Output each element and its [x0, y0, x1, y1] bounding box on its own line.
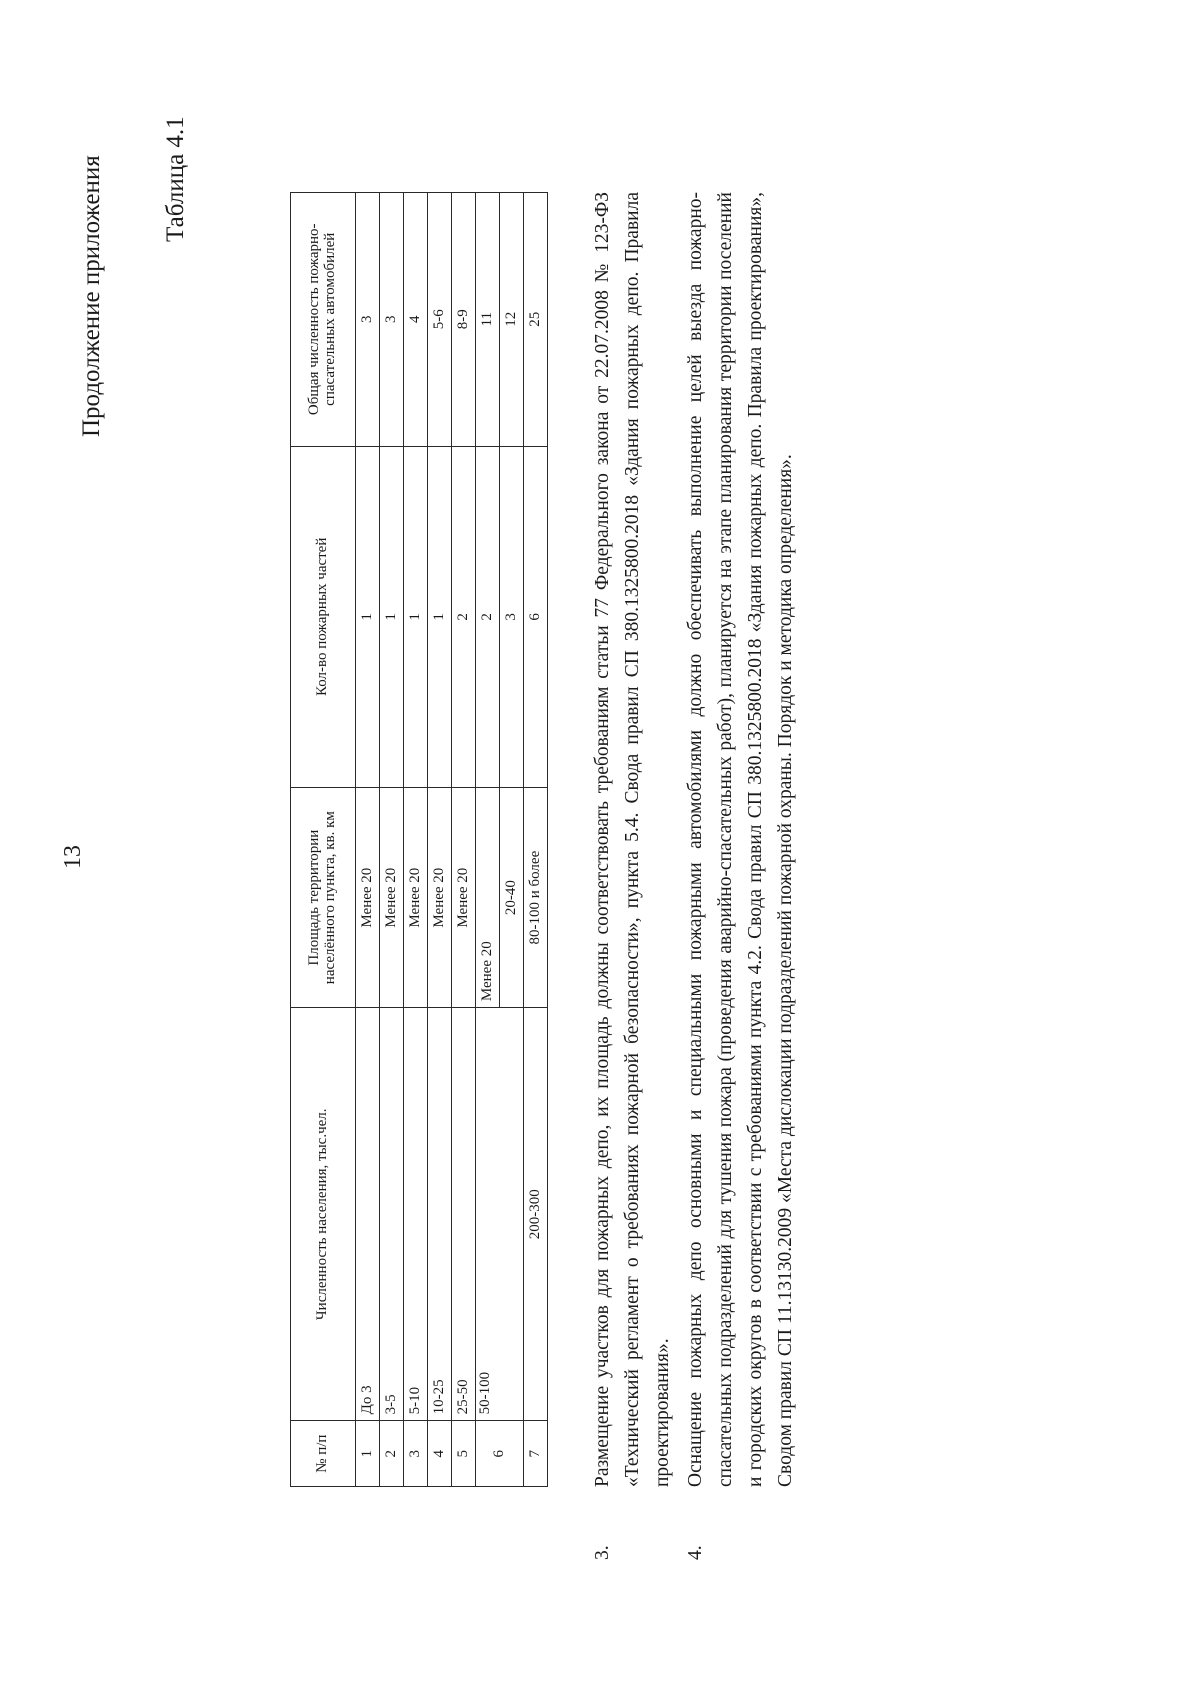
cell-vehicles: 3	[356, 193, 380, 447]
cell-num: 7	[524, 1421, 548, 1487]
cell-fire-units: 6	[524, 446, 548, 788]
cell-vehicles: 25	[524, 193, 548, 447]
cell-population: До 3	[356, 1008, 380, 1421]
header-num: № п/п	[291, 1421, 356, 1487]
cell-vehicles: 12	[500, 193, 524, 447]
cell-fire-units: 1	[428, 446, 452, 788]
page-number: 13	[60, 845, 86, 869]
cell-area: Менее 20	[452, 788, 476, 1008]
table-row	[524, 193, 548, 1487]
cell-population: 5-10	[404, 1008, 428, 1421]
fire-stations-table	[290, 192, 548, 1487]
cell-num: 3	[404, 1421, 428, 1487]
table-row	[452, 193, 476, 1487]
table-row	[476, 193, 500, 1487]
table-row	[356, 193, 380, 1487]
cell-num: 6	[476, 1421, 524, 1487]
cell-fire-units: 1	[404, 446, 428, 788]
cell-num: 1	[356, 1421, 380, 1487]
table-row	[380, 193, 404, 1487]
cell-area: 20-40	[500, 788, 524, 1008]
cell-fire-units: 1	[356, 446, 380, 788]
paragraph-4	[681, 192, 801, 1560]
cell-vehicles: 5-6	[428, 193, 452, 447]
cell-area: Менее 20	[380, 788, 404, 1008]
cell-area: Менее 20	[428, 788, 452, 1008]
cell-vehicles: 11	[476, 193, 500, 447]
table-row	[404, 193, 428, 1487]
paragraph-number: 4.	[685, 1545, 706, 1560]
header-vehicles: Общая численность пожарно-спасательных автомобилей	[291, 193, 356, 447]
cell-vehicles: 4	[404, 193, 428, 447]
table-row	[428, 193, 452, 1487]
cell-fire-units: 1	[380, 446, 404, 788]
appendix-title: Продолжение приложения	[78, 155, 105, 437]
cell-fire-units: 2	[476, 446, 500, 788]
cell-population: 200-300	[524, 1008, 548, 1421]
cell-population: 25-50	[452, 1008, 476, 1421]
cell-num: 4	[428, 1421, 452, 1487]
cell-fire-units: 3	[500, 446, 524, 788]
paragraph-text: Размещение участков для пожарных депо, их площадь должны соответствовать требованиям статьи 77 Федерального закона от 22.07.2008 № 123-ФЗ «Технический регламент о требованиях пожарной безопасности», пункта 5.4. Свода правил СП 380.1325800.2018 «Здания пожарных депо. Правила проектирования».	[592, 192, 673, 1487]
header-population: Численность населения, тыс.чел.	[291, 1008, 356, 1421]
cell-fire-units: 2	[452, 446, 476, 788]
table-header-row	[291, 193, 356, 1487]
cell-num: 5	[452, 1421, 476, 1487]
cell-population: 50-100	[476, 1008, 524, 1421]
body-text	[588, 192, 804, 1560]
cell-area: Менее 20	[356, 788, 380, 1008]
cell-population: 3-5	[380, 1008, 404, 1421]
cell-area: 80-100 и более	[524, 788, 548, 1008]
table-caption: Таблица 4.1	[162, 116, 189, 242]
cell-vehicles: 3	[380, 193, 404, 447]
paragraph-text: Оснащение пожарных депо основными и специальными пожарными автомобилями должно обеспечивать выполнение целей выезда пожарно-спасательных подразделений для тушения пожара (проведения аварийно-спасательных работ), планируется на этапе планирования территории поселений и городских округов в соответствии с требованиями пункта 4.2. Свода правил СП 380.1325800.2018 «Здания пожарных депо. Правила проектирования», Сводом правил СП 11.13130.2009 «Места дислокации подразделений пожарной охраны. Порядок и методика определения».	[685, 192, 796, 1487]
paragraph-3	[588, 192, 678, 1560]
cell-vehicles: 8-9	[452, 193, 476, 447]
header-fire-units: Кол-во пожарных частей	[291, 446, 356, 788]
cell-area: Менее 20	[404, 788, 428, 1008]
cell-area: Менее 20	[476, 788, 500, 1008]
header-area: Площадь территории населённого пункта, кв. км	[291, 788, 356, 1008]
cell-num: 2	[380, 1421, 404, 1487]
cell-population: 10-25	[428, 1008, 452, 1421]
paragraph-number: 3.	[592, 1545, 613, 1560]
